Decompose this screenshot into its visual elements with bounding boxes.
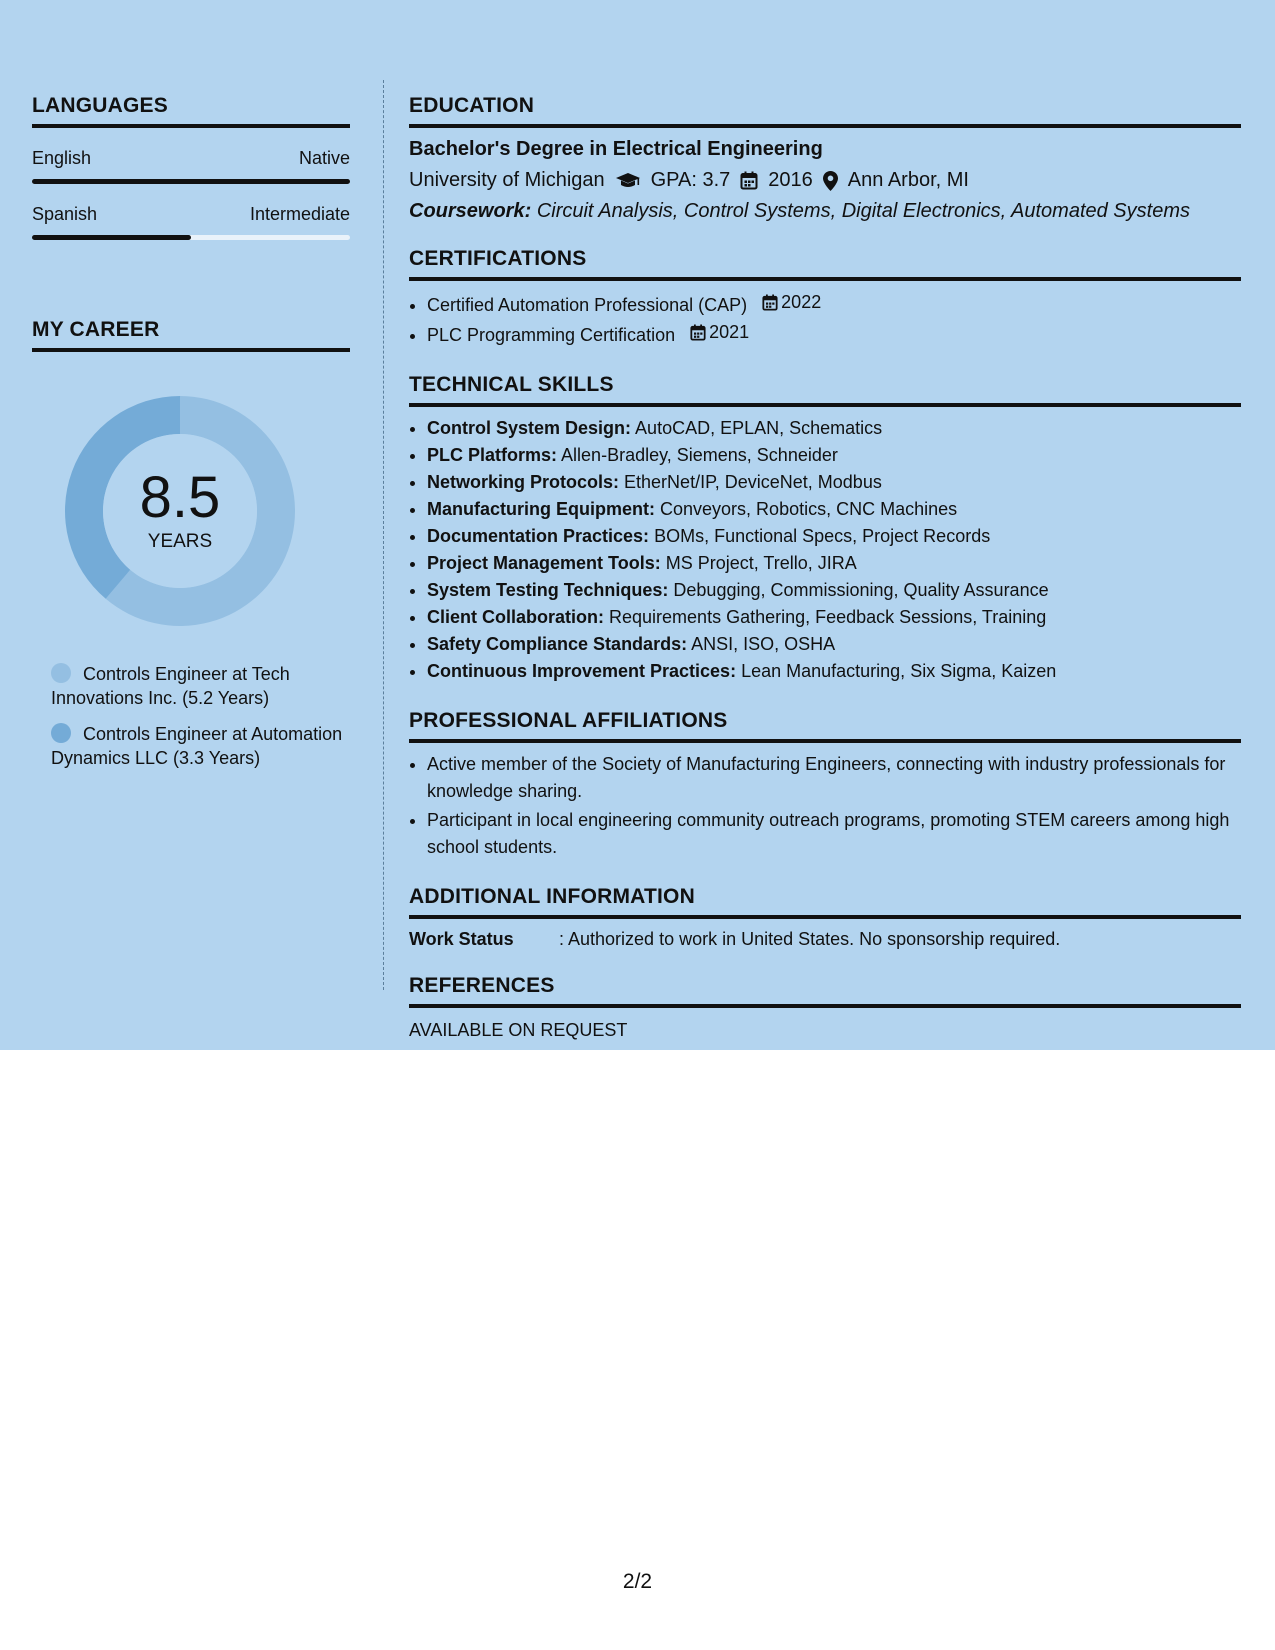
- certification-name: PLC Programming Certification: [427, 325, 676, 345]
- career-legend-label: Controls Engineer at Tech Innovations Inc. (5.2 Years): [51, 664, 290, 708]
- work-status-label: Work Status: [409, 929, 514, 949]
- list-item: [427, 415, 1241, 442]
- education-title: EDUCATION: [409, 94, 1241, 128]
- list-item: [427, 658, 1241, 685]
- list-item: [427, 604, 1241, 631]
- list-item: • Active member of the Society of Manufacturing Engineers, connecting with industry professionals for knowledge sharing.: [427, 751, 1241, 805]
- legend-dot-icon: [51, 723, 71, 743]
- education-details: [409, 169, 1241, 192]
- education-degree: Bachelor's Degree in Electrical Engineering: [409, 138, 823, 160]
- references-title: REFERENCES: [409, 974, 1241, 1008]
- education-gpa: GPA: 3.7: [650, 169, 731, 191]
- education-section: [409, 94, 1241, 223]
- list-item: [427, 319, 1241, 349]
- career-donut-chart: [65, 396, 295, 626]
- calendar-icon: [740, 171, 758, 190]
- calendar-icon: [690, 324, 706, 341]
- skill-value: AutoCAD, EPLAN, Schematics: [635, 418, 883, 438]
- affiliations-title: PROFESSIONAL AFFILIATIONS: [409, 709, 1241, 743]
- list-item: [427, 469, 1241, 496]
- language-proficiency-bar: [32, 179, 350, 184]
- skill-label: PLC Platforms:: [427, 445, 558, 465]
- references-text: AVAILABLE ON REQUEST: [409, 1020, 628, 1040]
- career-legend-label: Controls Engineer at Automation Dynamics LLC (3.3 Years): [51, 724, 343, 768]
- education-school: University of Michigan: [409, 169, 605, 191]
- right-column: [409, 94, 1241, 1041]
- certifications-list: [409, 289, 1241, 349]
- language-item-english: [32, 148, 350, 184]
- list-item: [427, 289, 1241, 319]
- career-donut-center: [65, 396, 295, 626]
- location-pin-icon: [823, 171, 838, 191]
- skill-label: Safety Compliance Standards:: [427, 634, 688, 654]
- skill-value: Conveyors, Robotics, CNC Machines: [660, 499, 958, 519]
- career-legend-item: [51, 662, 350, 710]
- career-section: [32, 318, 350, 770]
- languages-title: LANGUAGES: [32, 94, 350, 128]
- graduation-cap-icon: [615, 172, 641, 190]
- certification-year: 2021: [709, 322, 750, 342]
- language-proficiency-fill: [32, 235, 191, 240]
- skill-label: Control System Design:: [427, 418, 632, 438]
- skill-value: MS Project, Trello, JIRA: [665, 553, 857, 573]
- language-item-spanish: [32, 204, 350, 240]
- skill-label: Manufacturing Equipment:: [427, 499, 655, 519]
- language-name: Spanish: [32, 204, 98, 224]
- work-status-value: : Authorized to work in United States. No sponsorship required.: [559, 929, 1061, 949]
- career-title: MY CAREER: [32, 318, 350, 352]
- skill-label: Continuous Improvement Practices:: [427, 661, 737, 681]
- legend-dot-icon: [51, 663, 71, 683]
- skill-label: Documentation Practices:: [427, 526, 650, 546]
- skill-value: Lean Manufacturing, Six Sigma, Kaizen: [741, 661, 1057, 681]
- certifications-section: [409, 247, 1241, 349]
- skill-value: Requirements Gathering, Feedback Sessions, Training: [609, 607, 1047, 627]
- skill-value: EtherNet/IP, DeviceNet, Modbus: [624, 472, 882, 492]
- skill-label: Networking Protocols:: [427, 472, 620, 492]
- language-level: Intermediate: [249, 204, 350, 224]
- skills-list: [409, 415, 1241, 685]
- list-item: [427, 550, 1241, 577]
- education-year: 2016: [768, 169, 813, 191]
- skill-label: Client Collaboration:: [427, 607, 604, 627]
- list-item: [427, 442, 1241, 469]
- career-total-unit: YEARS: [147, 531, 213, 552]
- skills-title: TECHNICAL SKILLS: [409, 373, 1241, 407]
- left-column: [32, 94, 350, 782]
- language-proficiency-fill: [32, 179, 350, 184]
- education-coursework: [409, 200, 1241, 223]
- education-location: Ann Arbor, MI: [847, 169, 969, 191]
- coursework-value: Circuit Analysis, Control Systems, Digital Electronics, Automated Systems: [536, 200, 1190, 222]
- certifications-title: CERTIFICATIONS: [409, 247, 1241, 281]
- language-name: English: [32, 148, 92, 168]
- calendar-icon: [762, 294, 778, 311]
- skill-value: ANSI, ISO, OSHA: [691, 634, 836, 654]
- career-total-value: 8.5: [139, 465, 221, 530]
- list-item: [427, 523, 1241, 550]
- certification-date: [690, 319, 749, 346]
- coursework-label: Coursework:: [409, 200, 532, 222]
- affiliations-list: [409, 751, 1241, 861]
- additional-info-section: [409, 885, 1241, 950]
- work-status-row: [409, 929, 1241, 950]
- skill-value: Allen-Bradley, Siemens, Schneider: [561, 445, 838, 465]
- skill-value: BOMs, Functional Specs, Project Records: [654, 526, 991, 546]
- skill-label: Project Management Tools:: [427, 553, 661, 573]
- certification-date: [762, 289, 821, 316]
- column-divider: [383, 80, 384, 990]
- list-item: • Participant in local engineering community outreach programs, promoting STEM careers among high school students.: [427, 807, 1241, 861]
- affiliations-section: [409, 709, 1241, 861]
- language-proficiency-bar: [32, 235, 350, 240]
- additional-info-title: ADDITIONAL INFORMATION: [409, 885, 1241, 919]
- page-number: 2/2: [622, 1570, 653, 1593]
- language-level: Native: [298, 148, 350, 168]
- list-item: [427, 496, 1241, 523]
- skills-section: [409, 373, 1241, 685]
- list-item: [427, 577, 1241, 604]
- skill-value: Debugging, Commissioning, Quality Assurance: [673, 580, 1049, 600]
- list-item: [427, 631, 1241, 658]
- references-section: [409, 974, 1241, 1041]
- career-legend: [32, 662, 350, 770]
- skill-label: System Testing Techniques:: [427, 580, 669, 600]
- certification-year: 2022: [781, 292, 822, 312]
- career-legend-item: [51, 722, 350, 770]
- certification-name: Certified Automation Professional (CAP): [427, 295, 748, 315]
